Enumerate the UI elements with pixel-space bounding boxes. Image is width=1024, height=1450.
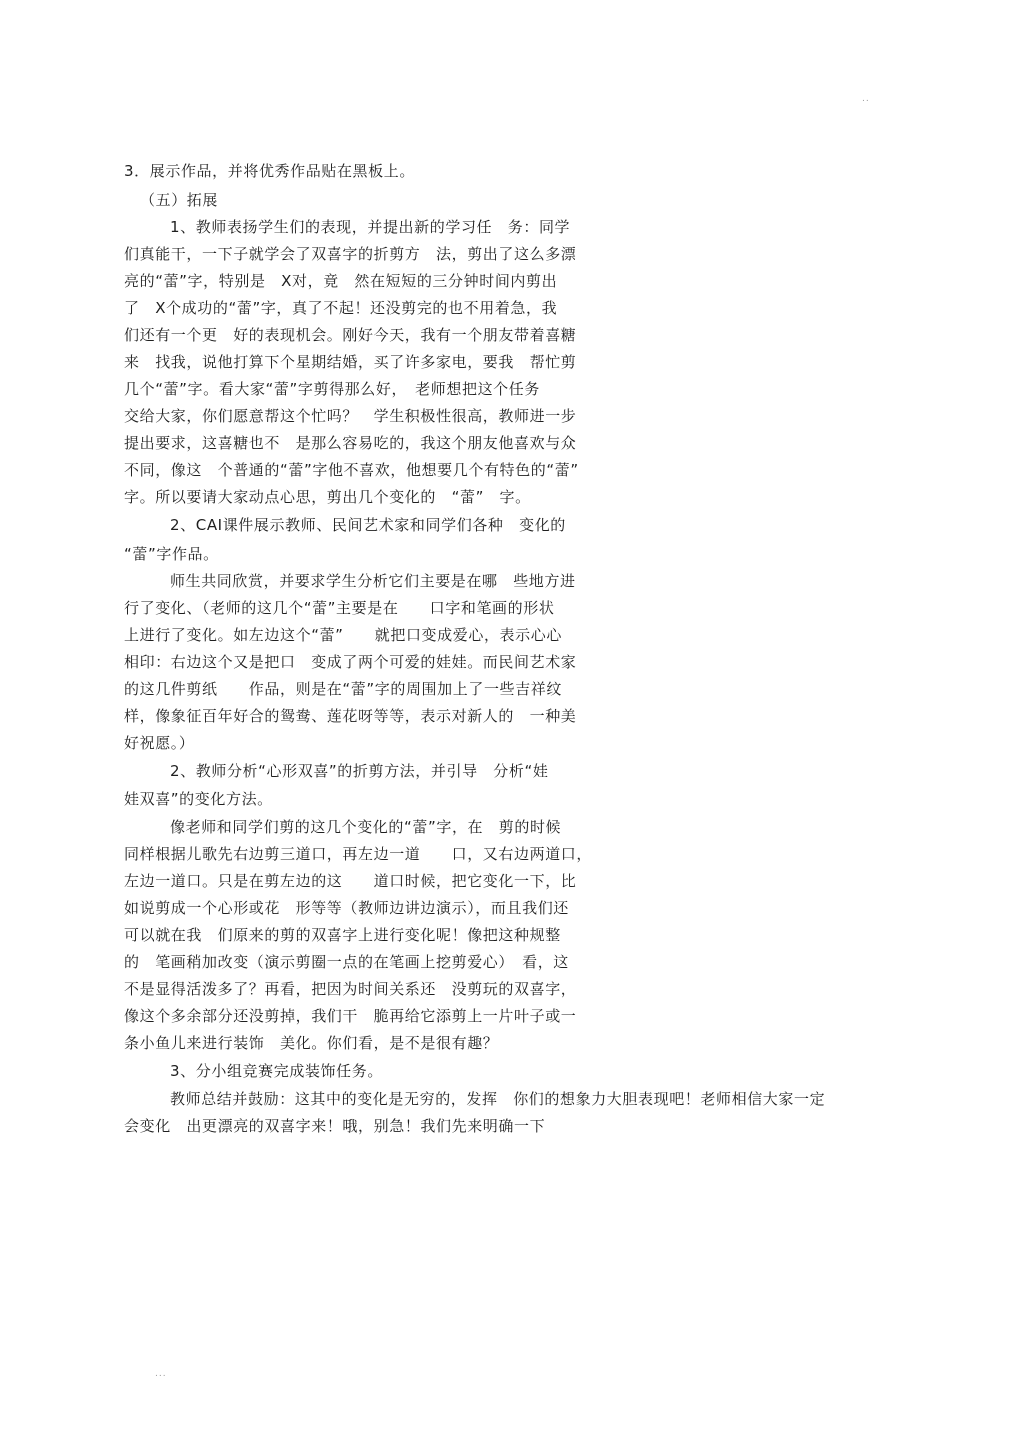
paragraph-line: 2、CAI课件展示教师、民间艺术家和同学们各种 变化的 xyxy=(170,516,566,534)
paragraph-line: 行了变化、（老师的这几个“蕾”主要是在 口字和笔画的形状 xyxy=(124,599,555,617)
paragraph-line: 如说剪成一个心形或花 形等等（教师边讲边演示），而且我们还 xyxy=(124,899,569,917)
paragraph-line: 教师总结并鼓励：这其中的变化是无穷的，发挥 你们的想象力大胆表现吧！老师相信大家一定 xyxy=(170,1090,826,1108)
paragraph-line: 上进行了变化。如左边这个“蕾” 就把口变成爱心，表示心心 xyxy=(124,626,562,644)
paragraph-line: 像这个多余部分还没剪掉，我们干 脆再给它添剪上一片叶子或一 xyxy=(124,1007,577,1025)
paragraph-line: 字。所以要请大家动点心思，剪出几个变化的 “蕾” 字。 xyxy=(124,488,531,506)
paragraph-line: 条小鱼儿来进行装饰 美化。你们看，是不是很有趣？ xyxy=(124,1034,499,1052)
paragraph-line: 们真能干，一下子就学会了双喜字的折剪方 法，剪出了这么多漂 xyxy=(124,245,577,263)
paragraph-line: 娃双喜”的变化方法。 xyxy=(124,790,273,808)
section-heading-extension: （五）拓展 xyxy=(140,191,219,209)
paragraph-line: 1、教师表扬学生们的表现，并提出新的学习任 务：同学 xyxy=(170,218,571,236)
paragraph-line: 2、教师分析“心形双喜”的折剪方法，并引导 分析“娃 xyxy=(170,762,549,780)
section-item-3: 3．展示作品，并将优秀作品贴在黑板上。 xyxy=(124,162,415,180)
paragraph-line: 会变化 出更漂亮的双喜字来！哦，别急！我们先来明确一下 xyxy=(124,1117,546,1135)
paragraph-line: 样，像象征百年好合的鸳鸯、莲花呀等等，表示对新人的 一种美 xyxy=(124,707,577,725)
corner-mark-bottom: ... xyxy=(155,1369,167,1379)
paragraph-line: 相印：右边这个又是把口 变成了两个可爱的娃娃。而民间艺术家 xyxy=(124,653,577,671)
paragraph-line: “蕾”字作品。 xyxy=(124,545,219,563)
paragraph-line: 交给大家，你们愿意帮这个忙吗？ 学生积极性很高，教师进一步 xyxy=(124,407,577,425)
paragraph-line: 不同，像这 个普通的“蕾”字他不喜欢，他想要几个有特色的“蕾” xyxy=(124,461,579,479)
paragraph-line: 的 笔画稍加改变（演示剪圈一点的在笔画上挖剪爱心） 看，这 xyxy=(124,953,569,971)
paragraph-line: 的这几件剪纸 作品，则是在“蕾”字的周围加上了一些吉祥纹 xyxy=(124,680,562,698)
paragraph-line: 3、分小组竞赛完成装饰任务。 xyxy=(170,1062,383,1080)
paragraph-line: 提出要求，这喜糖也不 是那么容易吃的，我这个朋友他喜欢与众 xyxy=(124,434,577,452)
paragraph-line: 像老师和同学们剪的这几个变化的“蕾”字，在 剪的时候 xyxy=(170,818,562,836)
paragraph-line: 师生共同欣赏，并要求学生分析它们主要是在哪 些地方进 xyxy=(170,572,576,590)
corner-mark-top: .. xyxy=(862,94,870,104)
paragraph-line: 亮的“蕾”字，特别是 X对，竟 然在短短的三分钟时间内剪出 xyxy=(124,272,558,290)
paragraph-line: 同样根据儿歌先右边剪三道口，再左边一道 口，又右边两道口， xyxy=(124,845,593,863)
paragraph-line: 不是显得活泼多了？再看，把因为时间关系还 没剪玩的双喜字， xyxy=(124,980,577,998)
paragraph-line: 来 找我，说他打算下个星期结婚，买了许多家电，要我 帮忙剪 xyxy=(124,353,577,371)
paragraph-line: 左边一道口。只是在剪左边的这 道口时候，把它变化一下，比 xyxy=(124,872,577,890)
paragraph-line: 可以就在我 们原来的剪的双喜字上进行变化呢！像把这种规整 xyxy=(124,926,561,944)
paragraph-line: 好祝愿。） xyxy=(124,734,195,752)
paragraph-line: 们还有一个更 好的表现机会。刚好今天，我有一个朋友带着喜糖 xyxy=(124,326,577,344)
paragraph-line: 了 X个成功的“蕾”字，真了不起！还没剪完的也不用着急，我 xyxy=(124,299,558,317)
paragraph-line: 几个“蕾”字。看大家“蕾”字剪得那么好， 老师想把这个任务 xyxy=(124,380,540,398)
